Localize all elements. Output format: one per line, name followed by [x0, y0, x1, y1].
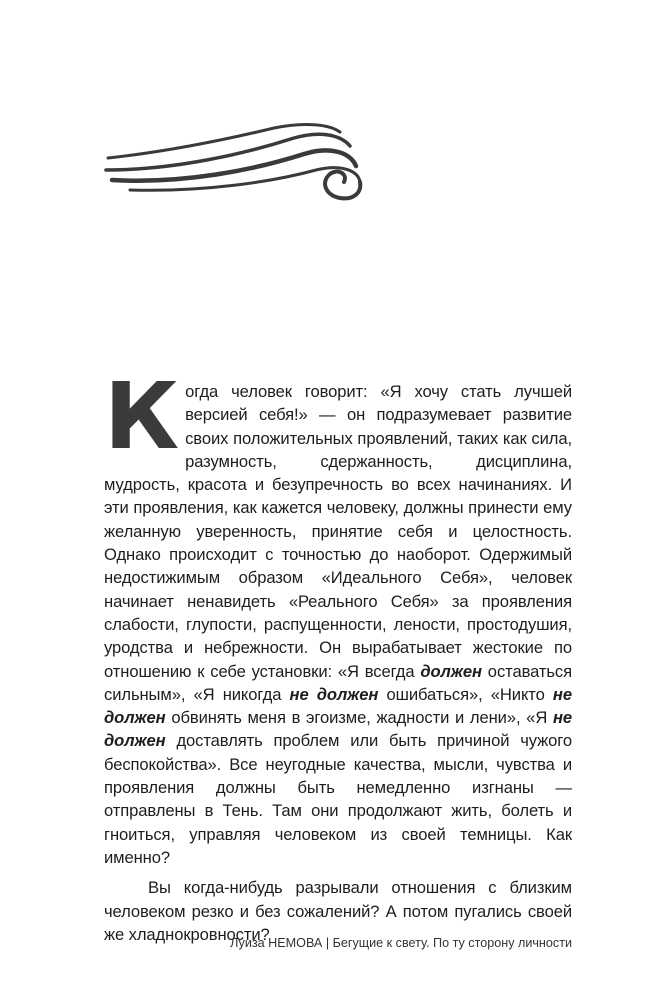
- running-footer: Луиза НЕМОВА | Бегущие к свету. По ту сторону личности: [230, 936, 572, 950]
- text-segment: доставлять проблем или быть причиной чужого беспокойства». Все неугодные качества, мысли, чувства и проявления должны быть немедленно изгнаны — отправлены в Тень. Там они продолжают жить, болеть и гноиться, управляя человеком из своей темницы. Как именно?: [104, 731, 572, 867]
- text-segment: оставаться сильным», «Я никогда: [104, 661, 573, 704]
- swirl-flourish-icon: [104, 118, 366, 202]
- text-segment: ошибаться», «Никто: [378, 684, 553, 704]
- text-segment: обвинять меня в эгоизме, жадности и лени», «Я: [165, 708, 553, 728]
- drop-cap: К: [104, 363, 180, 470]
- paragraph-1: [104, 363, 573, 869]
- emphasis-text: не должен: [289, 684, 379, 704]
- emphasis-text: должен: [420, 661, 482, 681]
- text-segment: огда человек говорит: «Я хочу стать лучшей версией себя!» — он подразумевает развитие своих положительных проявлений, таких как сила, разумность, сдержанность, дисциплина, мудрость, красота и безупречность во всех начинаниях. И эти проявления, как кажется человеку, должны принести ему желанную уверенность, принятие себя и целостность. Однако происходит с точностью до наоборот. Одержимый недостижимым образом «Идеального Себя», человек начинает ненавидеть «Реального Себя» за проявления слабости, глупости, распущенности, лености, простодушия, уродства и небрежности. Он вырабатывает жестокие по отношению к себе установки: «Я всегда: [104, 382, 572, 681]
- emphasis-text: не должен: [104, 684, 572, 728]
- paragraph-2: Вы когда-нибудь разрывали отношения с близким человеком резко и без сожалений? А потом пугались своей же хладнокровности?: [104, 878, 572, 944]
- emphasis-text: не должен: [104, 708, 572, 751]
- body-text: [104, 363, 573, 946]
